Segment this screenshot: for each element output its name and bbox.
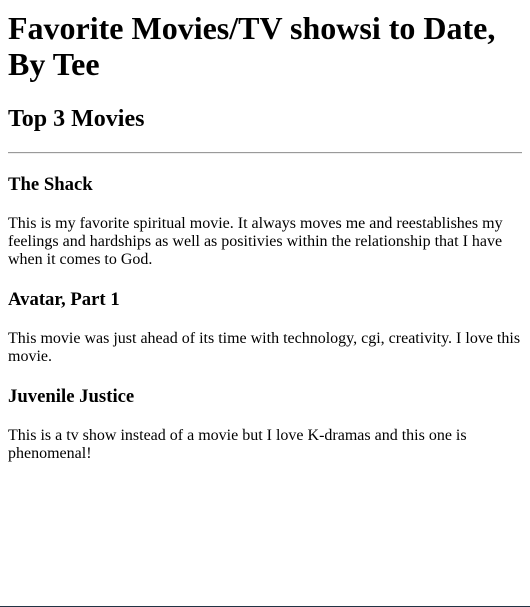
list-item: [8, 289, 522, 366]
movie-description: This is my favorite spiritual movie. It always moves me and reestablishes my feelings and hardships as well as positivies within the relationship that I have when it comes to God.: [8, 215, 503, 268]
show-description: This is a tv show instead of a movie but I love K-dramas and this one is phenomenal!: [8, 427, 467, 462]
movie-title: Avatar, Part 1: [8, 289, 120, 310]
show-title: Juvenile Justice: [8, 386, 135, 407]
section-heading: Top 3 Movies: [8, 106, 145, 132]
list-item: [8, 174, 522, 269]
section-divider: [8, 152, 522, 154]
movie-title: The Shack: [8, 174, 93, 195]
page-title: Favorite Movies/TV showsi to Date, By Tee: [8, 10, 496, 82]
movie-description: This movie was just ahead of its time with technology, cgi, creativity. I love this movie.: [8, 330, 521, 365]
list-item: [8, 386, 522, 463]
page-content: [0, 10, 530, 463]
